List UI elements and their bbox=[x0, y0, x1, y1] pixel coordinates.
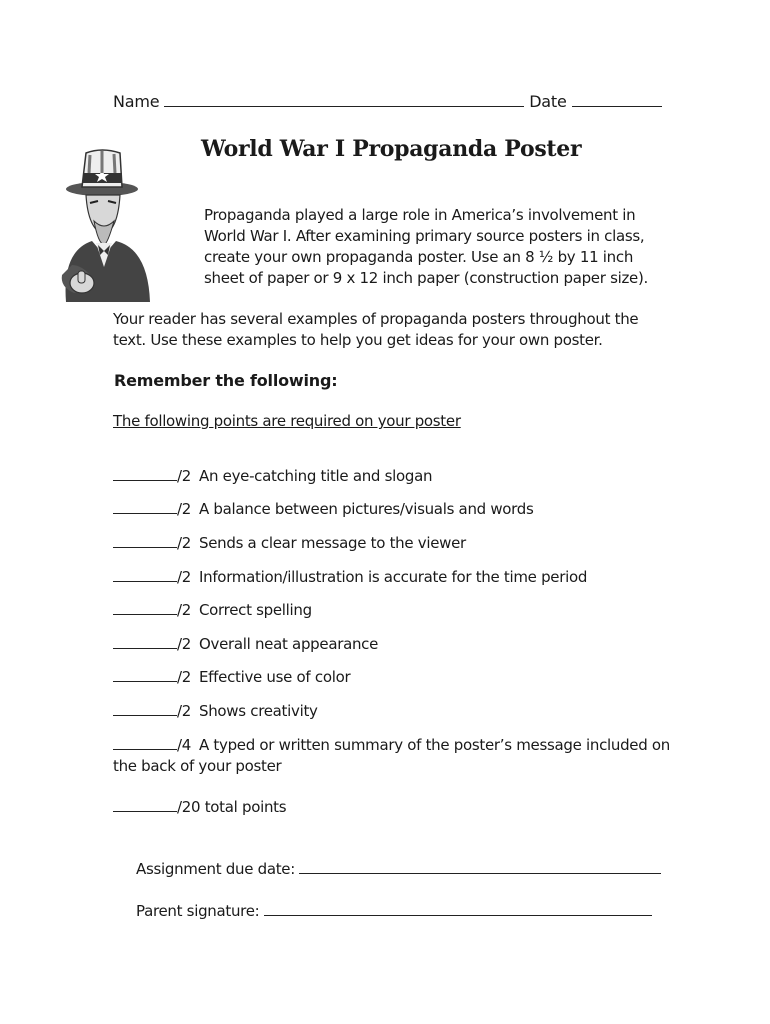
score-blank[interactable] bbox=[113, 702, 177, 716]
points-label: /2 bbox=[177, 601, 191, 619]
points-label: /4 bbox=[177, 736, 191, 754]
checklist-text: An eye-catching title and slogan bbox=[199, 467, 433, 485]
points-label: /2 bbox=[177, 500, 191, 518]
score-blank[interactable] bbox=[113, 500, 177, 514]
total-points bbox=[113, 798, 286, 816]
reader-note: Your reader has several examples of propaganda posters throughout the text. Use these examples to help you get ideas for your own poster. bbox=[113, 310, 639, 349]
checklist-item bbox=[113, 635, 378, 653]
points-label: /2 bbox=[177, 568, 191, 586]
points-label: /2 bbox=[177, 702, 191, 720]
points-label: /2 bbox=[177, 467, 191, 485]
checklist-text: A balance between pictures/visuals and words bbox=[199, 500, 534, 518]
score-blank[interactable] bbox=[113, 736, 177, 750]
page-title: World War I Propaganda Poster bbox=[201, 136, 582, 162]
required-heading: The following points are required on your poster bbox=[113, 412, 461, 430]
score-blank[interactable] bbox=[113, 568, 177, 582]
checklist-text: Correct spelling bbox=[199, 601, 312, 619]
score-blank[interactable] bbox=[113, 534, 177, 548]
score-blank[interactable] bbox=[113, 635, 177, 649]
intro-paragraph: Propaganda played a large role in America’s involvement in World War I. After examining primary source posters in class, create your own propaganda poster. Use an 8 ½ by 11 inch sheet of paper or 9 x 12 inch paper (construction paper size). bbox=[204, 206, 648, 287]
score-blank[interactable] bbox=[113, 601, 177, 615]
checklist-item bbox=[113, 500, 534, 518]
signature-field[interactable] bbox=[264, 901, 652, 916]
date-field[interactable] bbox=[572, 92, 662, 107]
signature-line bbox=[136, 901, 652, 920]
checklist-item bbox=[113, 568, 587, 586]
signature-label: Parent signature: bbox=[136, 902, 260, 920]
checklist-item bbox=[113, 534, 466, 552]
checklist-text: Information/illustration is accurate for the time period bbox=[199, 568, 588, 586]
points-label: /2 bbox=[177, 668, 191, 686]
total-label: /20 total points bbox=[177, 798, 287, 816]
name-date-line bbox=[113, 92, 662, 111]
score-blank[interactable] bbox=[113, 668, 177, 682]
points-label: /2 bbox=[177, 635, 191, 653]
points-label: /2 bbox=[177, 534, 191, 552]
checklist-text: A typed or written summary of the poster’s message included on the back of your poster bbox=[113, 736, 671, 775]
checklist-item bbox=[113, 702, 318, 720]
total-score-blank[interactable] bbox=[113, 798, 177, 812]
name-field[interactable] bbox=[164, 92, 524, 107]
checklist-text: Shows creativity bbox=[199, 702, 318, 720]
due-date-label: Assignment due date: bbox=[136, 860, 295, 878]
name-label: Name bbox=[113, 92, 160, 111]
remember-heading: Remember the following: bbox=[114, 371, 338, 390]
uncle-sam-illustration bbox=[52, 147, 182, 302]
score-blank[interactable] bbox=[113, 467, 177, 481]
checklist-item bbox=[113, 467, 432, 485]
checklist-item bbox=[113, 601, 312, 619]
due-date-line bbox=[136, 859, 661, 878]
date-label: Date bbox=[529, 92, 567, 111]
checklist-text: Overall neat appearance bbox=[199, 635, 379, 653]
checklist-text: Sends a clear message to the viewer bbox=[199, 534, 466, 552]
checklist-item-summary bbox=[113, 735, 673, 777]
checklist-item bbox=[113, 668, 350, 686]
checklist-text: Effective use of color bbox=[199, 668, 351, 686]
due-date-field[interactable] bbox=[299, 859, 661, 874]
